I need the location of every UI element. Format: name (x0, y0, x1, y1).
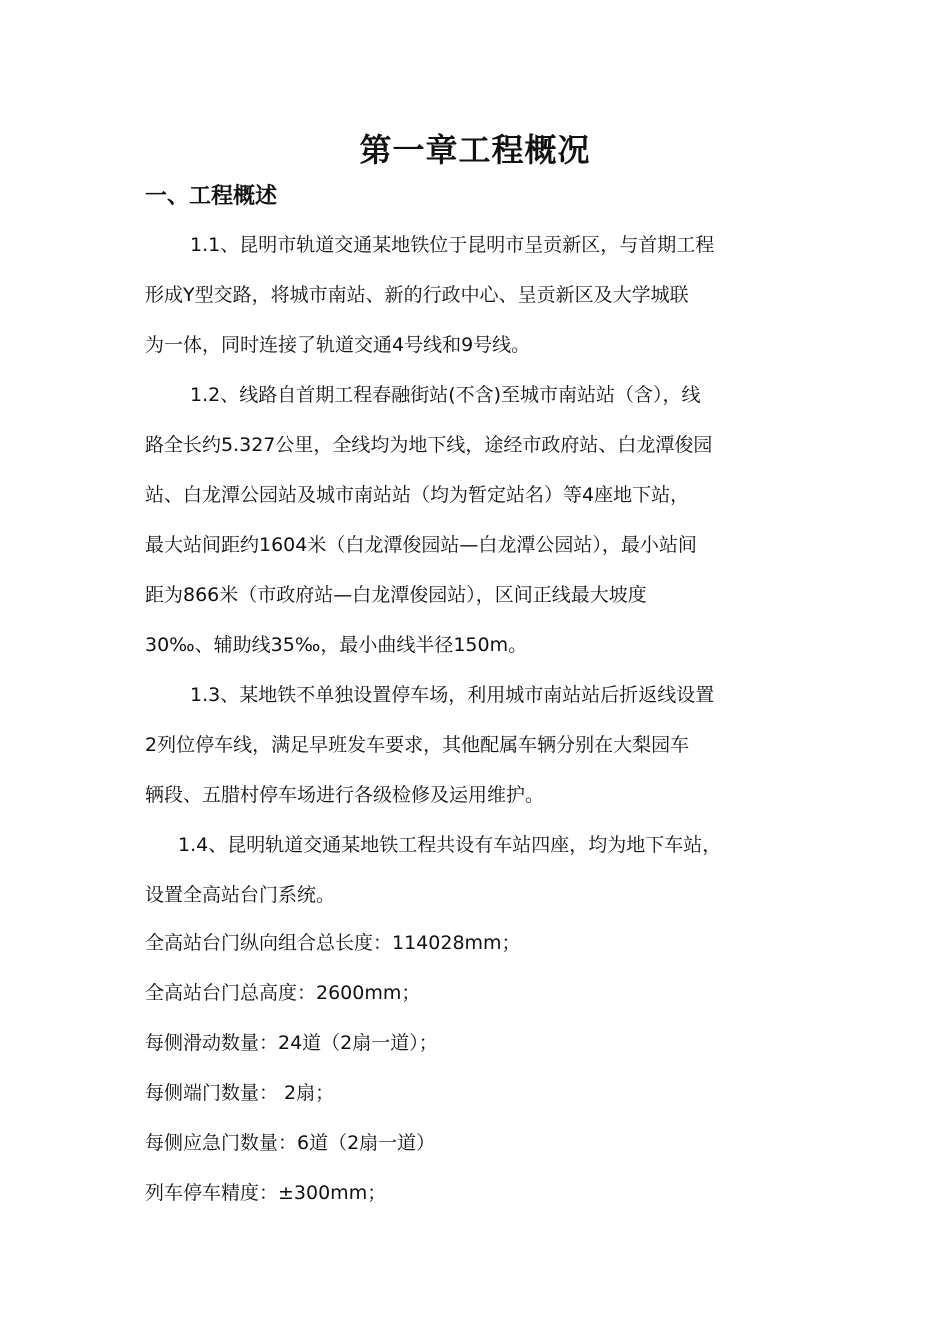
paragraph-line: 30‰、辅助线35‰，最小曲线半径150m。 (145, 634, 528, 656)
section-heading: 一、工程概述 (145, 184, 278, 209)
spec-line: 每侧端门数量： 2扇； (145, 1082, 335, 1104)
paragraph-line: 1.1、昆明市轨道交通某地铁位于昆明市呈贡新区，与首期工程 (190, 234, 715, 256)
spec-line: 全高站台门总高度：2600mm； (145, 982, 421, 1004)
spec-line: 列车停车精度：±300mm； (145, 1182, 387, 1204)
paragraph-line: 路全长约5.327公里，全线均为地下线，途经市政府站、白龙潭俊园 (145, 434, 713, 456)
paragraph-line: 形成Y型交路，将城市南站、新的行政中心、呈贡新区及大学城联 (145, 284, 689, 306)
spec-line: 每侧应急门数量：6道（2扇一道） (145, 1132, 436, 1154)
paragraph-line: 设置全高站台门系统。 (145, 884, 336, 906)
chapter-title: 第一章工程概况 (359, 131, 591, 169)
paragraph-line: 2列位停车线，满足早班发车要求，其他配属车辆分别在大梨园车 (145, 734, 690, 756)
paragraph-line: 1.3、某地铁不单独设置停车场，利用城市南站站后折返线设置 (190, 684, 715, 706)
spec-line: 全高站台门纵向组合总长度：114028mm； (145, 932, 521, 954)
paragraph-line: 距为866米（市政府站—白龙潭俊园站），区间正线最大坡度 (145, 584, 647, 606)
paragraph-line: 为一体，同时连接了轨道交通4号线和9号线。 (145, 334, 531, 356)
paragraph-line: 1.4、昆明轨道交通某地铁工程共设有车站四座，均为地下车站， (178, 834, 722, 856)
paragraph-line: 最大站间距约1604米（白龙潭俊园站—白龙潭公园站），最小站间 (145, 534, 697, 556)
paragraph-line: 辆段、五腊村停车场进行各级检修及运用维护。 (145, 784, 545, 806)
spec-line: 每侧滑动数量：24道（2扇一道）； (145, 1032, 438, 1054)
paragraph-line: 站、白龙潭公园站及城市南站站（均为暂定站名）等4座地下站， (145, 484, 690, 506)
paragraph-line: 1.2、线路自首期工程春融街站(不含)至城市南站站（含），线 (190, 384, 701, 406)
